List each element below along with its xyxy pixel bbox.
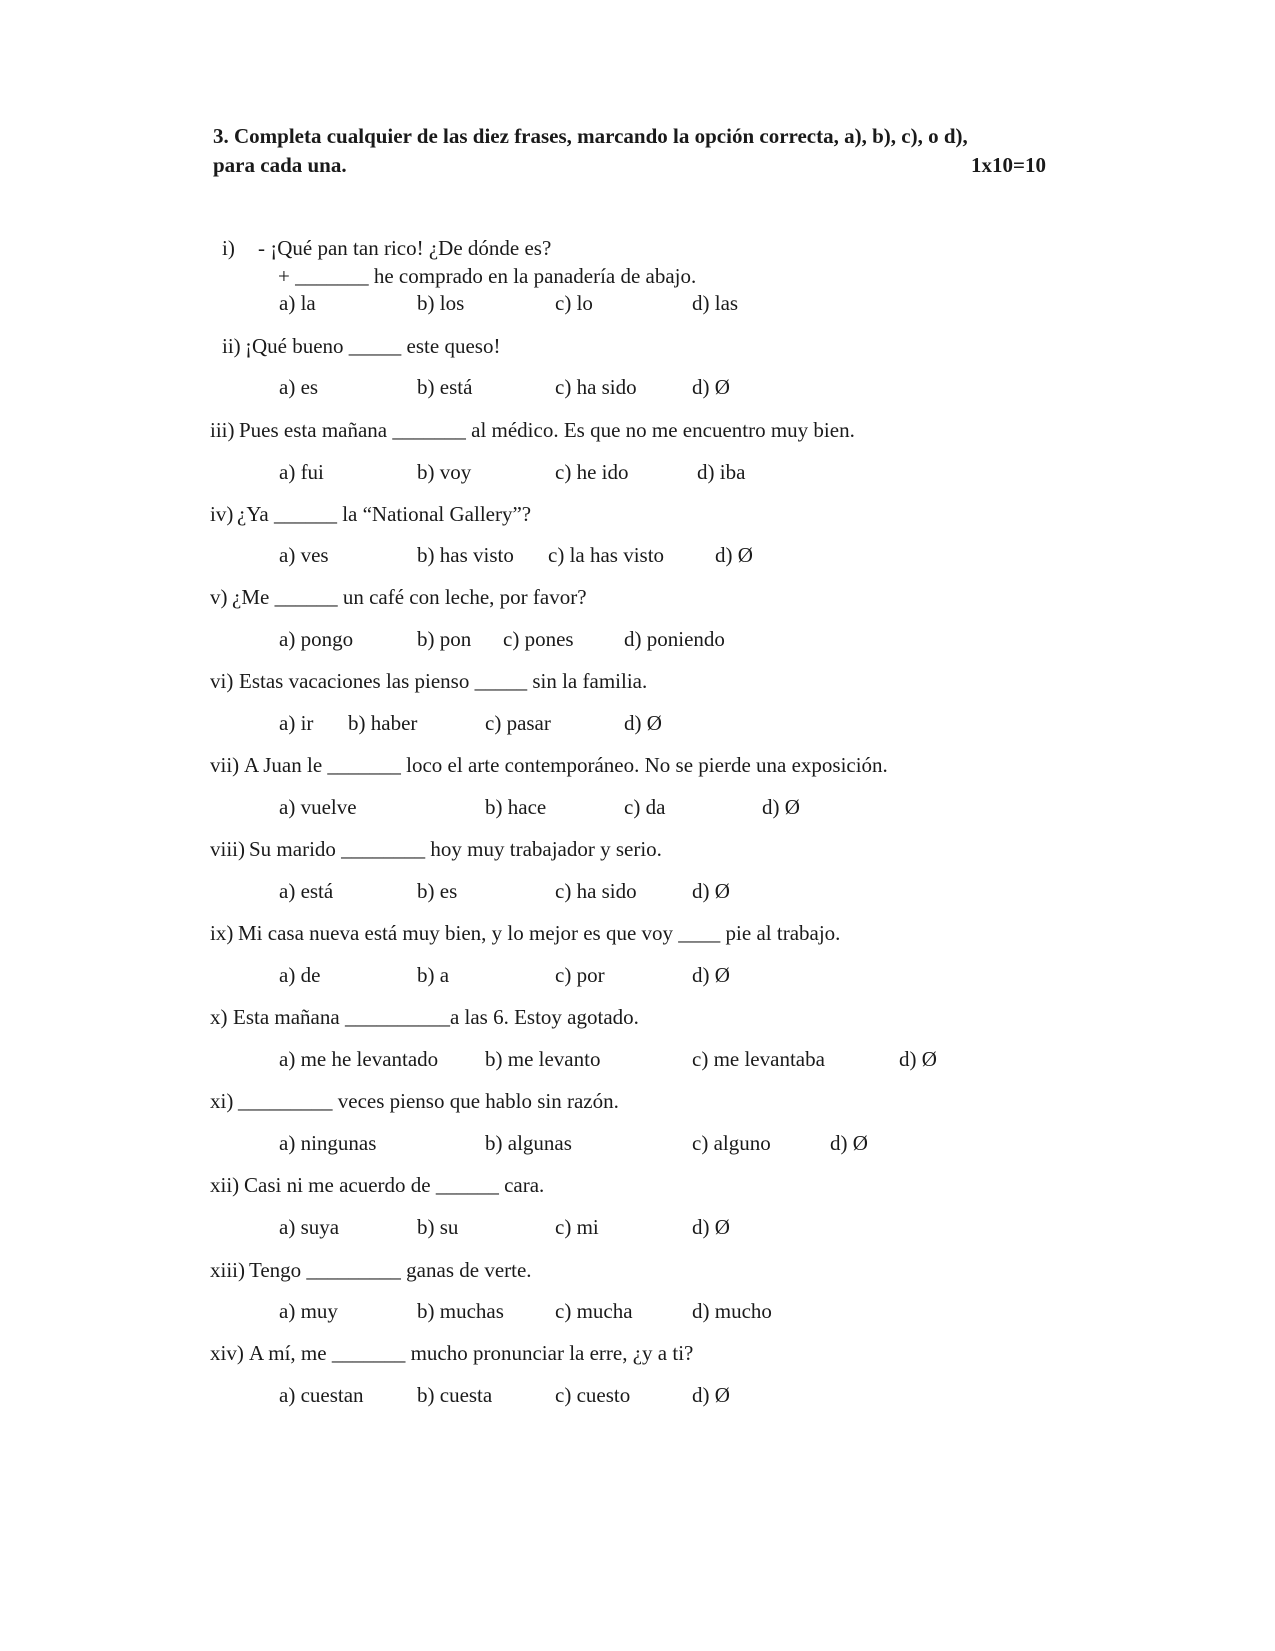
question-10-option-c: c) me levantaba — [692, 1047, 825, 1071]
question-9-number: ix) — [210, 921, 234, 945]
question-1-number: i) — [222, 236, 235, 260]
question-8-option-b: b) es — [417, 879, 458, 903]
question-6-option-c: c) pasar — [485, 711, 551, 735]
question-1-option-d: d) las — [692, 291, 739, 315]
question-1-option-b: b) los — [417, 291, 465, 315]
question-6-number: vi) — [210, 669, 234, 693]
question-12-text: Casi ni me acuerdo de ______ cara. — [244, 1173, 545, 1197]
question-2-option-b: b) está — [417, 375, 473, 399]
question-3-option-d: d) iba — [697, 460, 746, 484]
question-7-number: vii) — [210, 753, 240, 777]
question-1-option-a: a) la — [279, 291, 316, 315]
question-3-option-c: c) he ido — [555, 460, 629, 484]
question-2-option-c: c) ha sido — [555, 375, 637, 399]
question-11-option-b: b) algunas — [485, 1131, 572, 1155]
question-13-text: Tengo _________ ganas de verte. — [249, 1258, 532, 1282]
question-12-number: xii) — [210, 1173, 240, 1197]
question-10-option-a: a) me he levantado — [279, 1047, 439, 1071]
question-13-option-c: c) mucha — [555, 1299, 633, 1323]
question-2-text: ¡Qué bueno _____ este queso! — [245, 334, 501, 358]
exercise-heading — [213, 122, 1046, 180]
question-10-option-d: d) Ø — [899, 1047, 937, 1071]
question-8-number: viii) — [210, 837, 245, 861]
question-13-option-a: a) muy — [279, 1299, 338, 1323]
question-14-option-d: d) Ø — [692, 1383, 730, 1407]
heading-line-2 — [213, 151, 1046, 180]
heading-instruction-end: para cada una. — [213, 153, 347, 177]
question-9-text: Mi casa nueva está muy bien, y lo mejor es que voy ____ pie al trabajo. — [238, 921, 841, 945]
question-8-option-a: a) está — [279, 879, 334, 903]
question-6-option-a: a) ir — [279, 711, 314, 735]
question-7-option-d: d) Ø — [762, 795, 800, 819]
question-14-number: xiv) — [210, 1341, 244, 1365]
question-7-text: A Juan le _______ loco el arte contemporáneo. No se pierde una exposición. — [244, 753, 888, 777]
question-1-line-1: - ¡Qué pan tan rico! ¿De dónde es? — [258, 236, 552, 260]
question-13-option-b: b) muchas — [417, 1299, 504, 1323]
question-11-option-c: c) alguno — [692, 1131, 771, 1155]
question-4-option-b: b) has visto — [417, 543, 514, 567]
question-3-option-b: b) voy — [417, 460, 472, 484]
question-5-option-a: a) pongo — [279, 627, 354, 651]
question-2-option-d: d) Ø — [692, 375, 730, 399]
question-8-text: Su marido ________ hoy muy trabajador y serio. — [249, 837, 662, 861]
question-4-number: iv) — [210, 502, 234, 526]
heading-instruction: 3. Completa cualquier de las diez frases, marcando la opción correcta, a), b), c), o d), — [213, 124, 968, 148]
question-1-line-2: + _______ he comprado en la panadería de abajo. — [278, 264, 697, 288]
question-12-option-c: c) mi — [555, 1215, 599, 1239]
question-12-option-d: d) Ø — [692, 1215, 730, 1239]
question-1-option-c: c) lo — [555, 291, 593, 315]
question-11-option-d: d) Ø — [830, 1131, 868, 1155]
question-5-option-b: b) pon — [417, 627, 472, 651]
question-4-option-a: a) ves — [279, 543, 329, 567]
question-7-option-c: c) da — [624, 795, 666, 819]
question-3-option-a: a) fui — [279, 460, 324, 484]
question-9-option-d: d) Ø — [692, 963, 730, 987]
question-13-number: xiii) — [210, 1258, 245, 1282]
question-8-option-d: d) Ø — [692, 879, 730, 903]
question-11-text: _________ veces pienso que hablo sin razón. — [238, 1089, 619, 1113]
question-10-text: Esta mañana __________a las 6. Estoy agotado. — [233, 1005, 639, 1029]
question-7-option-a: a) vuelve — [279, 795, 357, 819]
question-12-option-b: b) su — [417, 1215, 459, 1239]
question-6-option-b: b) haber — [348, 711, 418, 735]
question-9-option-c: c) por — [555, 963, 605, 987]
question-6-text: Estas vacaciones las pienso _____ sin la familia. — [239, 669, 648, 693]
question-12-option-a: a) suya — [279, 1215, 340, 1239]
question-5-number: v) — [210, 585, 228, 609]
question-14-option-a: a) cuestan — [279, 1383, 364, 1407]
question-5-option-c: c) pones — [503, 627, 574, 651]
question-13-option-d: d) mucho — [692, 1299, 772, 1323]
question-14-text: A mí, me _______ mucho pronunciar la erre, ¿y a ti? — [249, 1341, 694, 1365]
score-label: 1x10=10 — [971, 153, 1046, 177]
question-10-option-b: b) me levanto — [485, 1047, 601, 1071]
question-3-text: Pues esta mañana _______ al médico. Es que no me encuentro muy bien. — [239, 418, 855, 442]
question-5-text: ¿Me ______ un café con leche, por favor? — [232, 585, 587, 609]
question-11-option-a: a) ningunas — [279, 1131, 377, 1155]
question-4-text: ¿Ya ______ la “National Gallery”? — [237, 502, 532, 526]
question-5-option-d: d) poniendo — [624, 627, 725, 651]
heading-line-1 — [213, 122, 1046, 151]
question-4-option-d: d) Ø — [715, 543, 753, 567]
question-14-option-c: c) cuesto — [555, 1383, 631, 1407]
question-2-number: ii) — [222, 334, 241, 358]
question-6-option-d: d) Ø — [624, 711, 662, 735]
question-8-option-c: c) ha sido — [555, 879, 637, 903]
question-3-number: iii) — [210, 418, 235, 442]
question-11-number: xi) — [210, 1089, 234, 1113]
question-10-number: x) — [210, 1005, 228, 1029]
question-2-option-a: a) es — [279, 375, 319, 399]
question-9-option-b: b) a — [417, 963, 450, 987]
question-4-option-c: c) la has visto — [548, 543, 665, 567]
question-9-option-a: a) de — [279, 963, 321, 987]
question-14-option-b: b) cuesta — [417, 1383, 493, 1407]
question-7-option-b: b) hace — [485, 795, 547, 819]
